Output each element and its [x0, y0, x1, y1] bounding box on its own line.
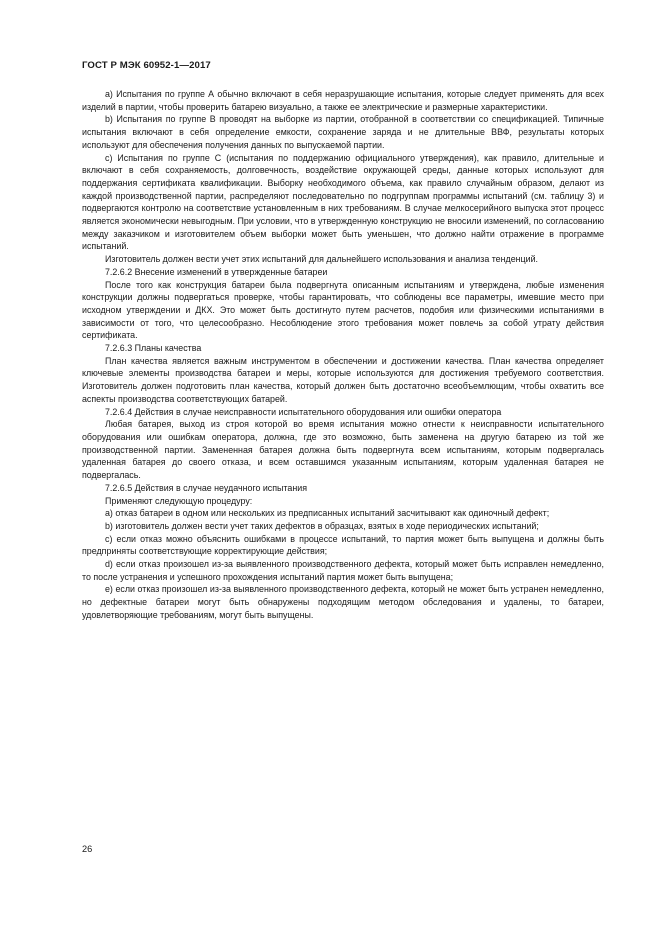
list-item-a: а) отказ батареи в одном или нескольких из предписанных испытаний засчитывают как одиночный дефект; — [105, 508, 550, 519]
paragraph-quality-plans: План качества является важным инструментом в обеспечении и достижении качества. План качества определяет ключевые элементы производства батареи и меры, которые используются для достижения требуемого соответствия. Изготовитель должен подготовить план качества, который должен быть достаточно всеобъемлющим, чтобы охватить все аспекты производства соответствующих батарей. — [82, 355, 604, 404]
list-item-b: b) изготовитель должен вести учет таких дефектов в образцах, взятых в ходе периодических испытаний; — [105, 520, 539, 531]
list-item-c: с) если отказ можно объяснить ошибками в процессе испытаний, то партия может быть выпущена и должны быть предприняты соответствующие корректирующие действия; — [82, 533, 604, 557]
list-item-e: е) если отказ произошел из-за выявленного производственного дефекта, который не может быть устранен немедленно, но дефектные батареи могут быть обнаружены подходящим методом обследования и удалены, то батареи, удовлетворяющие требованиям, могут быть выпущены. — [82, 584, 604, 620]
paragraph-group-b: b) Испытания по группе В проводят на выборке из партии, отобранной в соответствии со спецификацией. Типичные испытания включают в себя определение емкости, сохранение заряда и не длительные ВВФ, результаты которых используют для обеспечения получения данных по выпускаемой партии. — [82, 114, 604, 150]
paragraph-group-c: с) Испытания по группе С (испытания по поддержанию официального утверждения), как правило, длительные и включают в себя сохраняемость, долговечность, воздействие окружающей среды, данные которых используют для поддержания сертификата квалификации. Выборку необходимого объема, как правило случайным образом, делают из каждой производственной партии, распределяют последовательно по подгруппам программы испытаний (см. таблицу 3) и подвергаются контролю на соответствие установленным в них требованиям. В случае мелкосерийного выпуска этот процесс является экономически невыгодным. При условии, что в утвержденную конструкцию не вносили изменений, по согласованию между заказчиком и изготовителем объем выборки может быть уменьшен, что должно найти отражение в программе испытаний. — [82, 152, 604, 252]
section-heading-7-2-6-4: 7.2.6.4 Действия в случае неисправности испытательного оборудования или ошибки оператора — [105, 406, 502, 417]
page-number: 26 — [82, 844, 93, 854]
section-heading-7-2-6-2: 7.2.6.2 Внесение изменений в утвержденные батареи — [105, 266, 328, 277]
list-item-d: d) если отказ произошел из-за выявленного производственного дефекта, который может быть исправлен немедленно, то после устранения и успешного прохождения испытаний партия может быть выпущена; — [82, 559, 604, 582]
paragraph-equipment-failure: Любая батарея, выход из строя которой во время испытания можно отнести к неисправности испытательного оборудования или ошибкам оператора, должна, где это возможно, быть заменена на другую батарею из той же производственной партии. Замененная батарея должна быть подвергнута всем испытаниям, которым подвергалась удаленная батарея до своего отказа, и всем оставшимся указанным испытаниям, которым удаленная батарея не подвергалась. — [82, 419, 604, 481]
paragraph-procedure-intro: Применяют следующую процедуру: — [105, 495, 253, 506]
section-heading-7-2-6-5: 7.2.6.5 Действия в случае неудачного испытания — [105, 482, 308, 493]
document-header: ГОСТ Р МЭК 60952-1—2017 — [82, 60, 211, 71]
section-heading-7-2-6-3: 7.2.6.3 Планы качества — [105, 343, 202, 354]
document-body — [82, 88, 604, 622]
paragraph-manufacturer-records: Изготовитель должен вести учет этих испытаний для дальнейшего использования и анализа тенденций. — [105, 254, 538, 265]
paragraph-design-changes: После того как конструкция батареи была подвергнута описанным испытаниям и утверждена, любые изменения конструкции должны подвергаться проверке, чтобы гарантировать, что соблюдены все параметры, имевшие место при исходном утверждении и ДКХ. Это может быть достигнуто путем расчетов, подобия или физическими испытаниями в зависимости от того, что целесообразно. Несоблюдение этого требования может повлечь за собой утрату действия сертификата. — [82, 279, 604, 341]
paragraph-group-a: а) Испытания по группе А обычно включают в себя неразрушающие испытания, которые следует применять для всех изделий в партии, чтобы проверить батарею визуально, а также ее электрические и размерные характеристики. — [82, 89, 604, 112]
